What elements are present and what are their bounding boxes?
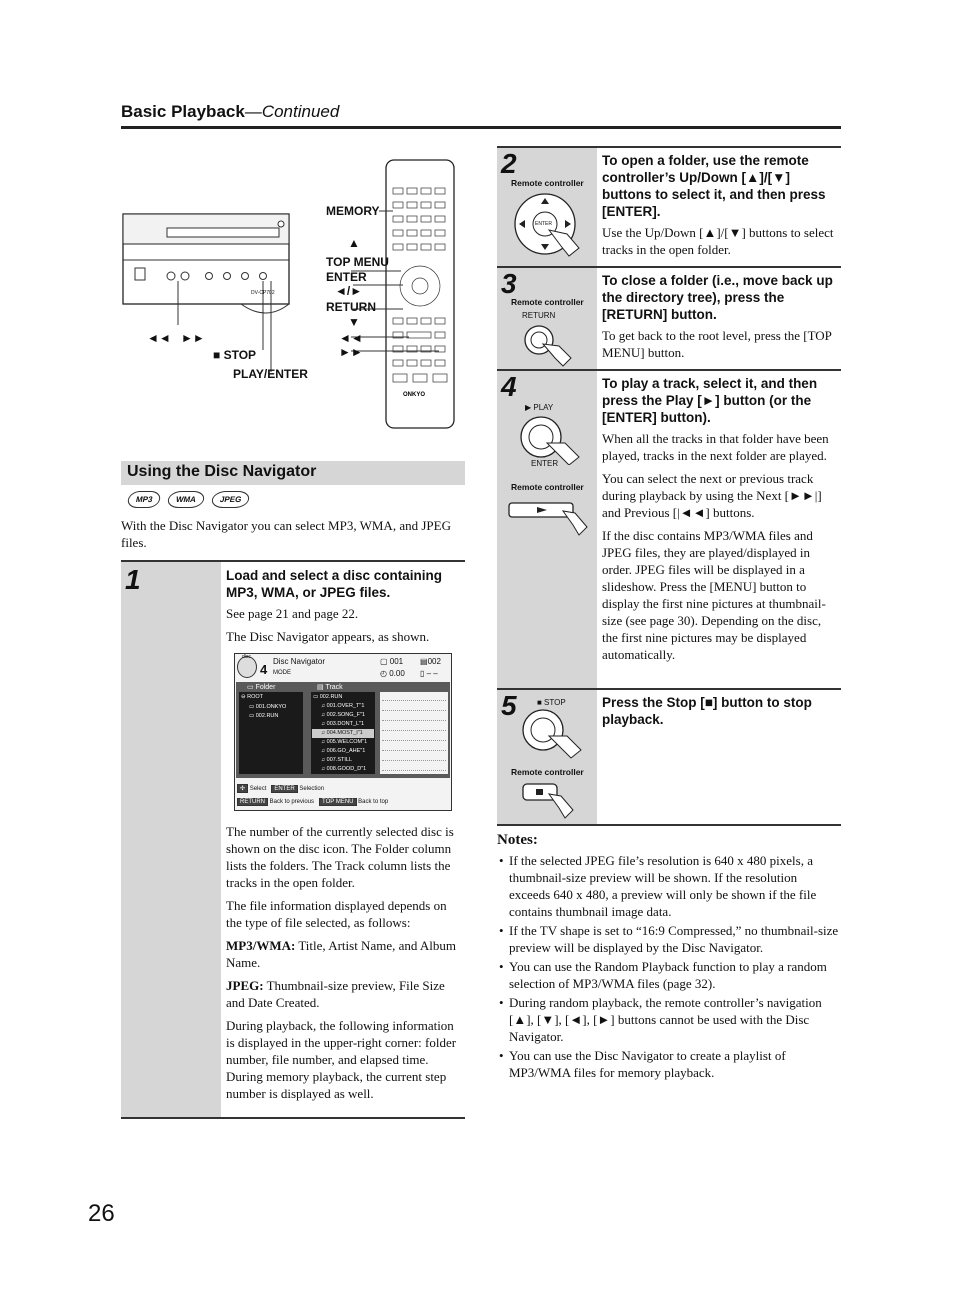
player-model: DV-CP702 — [251, 290, 275, 296]
callout-next: ►► — [339, 345, 363, 359]
folder-item[interactable]: ▭ 001.ONKYO — [249, 704, 287, 710]
track-item[interactable]: ♫ 001.OVER_T"1 — [321, 703, 365, 709]
step-text: To get back to the root level, press the [TOP MENU] button. — [602, 328, 832, 360]
folder-item[interactable]: ⊖ ROOT — [241, 694, 264, 700]
header-continued: —Continued — [244, 102, 340, 121]
remote-controller-label: Remote controller — [511, 767, 584, 777]
step-text-mp3: MP3/WMA: Title, Artist Name, and Album Name. — [226, 938, 457, 970]
callout-player-next: ►► — [181, 331, 205, 345]
badge-jpeg: JPEG — [211, 491, 252, 508]
step-4 — [497, 369, 841, 688]
section-title: Using the Disc Navigator — [121, 461, 465, 485]
step-5 — [497, 688, 841, 826]
callout-enter: ENTER — [326, 270, 367, 284]
callout-return: RETURN — [326, 300, 376, 314]
step-3 — [497, 266, 841, 369]
disc-label: disc — [242, 654, 251, 660]
track-item[interactable]: ♫ 002.SONG_F"1 — [321, 712, 365, 718]
step-text: During playback, the following information is displayed in the upper-right corner: folder number, file number, and elapsed time. During memory playback, the current step number is displayed as well. — [226, 1018, 457, 1101]
step-body — [602, 152, 838, 264]
track-item[interactable]: ♫ 008.GOOD_D"1 — [321, 766, 367, 772]
step-number: 1 — [125, 564, 141, 595]
stop-label: ■ STOP — [537, 698, 566, 707]
disc-number: 4 — [260, 662, 268, 677]
callout-memory: MEMORY — [326, 204, 380, 218]
track-item[interactable]: ♫ 005.WELCOM"1 — [321, 739, 368, 745]
step-text: The number of the currently selected disc is shown on the disc icon. The Folder column lists the folders. The Track column lists the tracks in the open folder. — [226, 824, 454, 890]
step-count: ▯ – – — [420, 669, 438, 678]
folder-column-header: ▭ Folder — [247, 684, 276, 691]
step-number: 3 — [501, 268, 517, 299]
dn-mode: MODE — [273, 670, 291, 676]
step-heading: To open a folder, use the remote controller’s Up/Down [▲]/[▼] buttons to select it, and then press [ENTER]. — [602, 153, 826, 219]
callout-up-arrow: ▲ — [348, 236, 360, 250]
step-text: If the disc contains MP3/WMA files and JPEG files, they are played/displayed in order. JPEG files will be displayed in a slideshow. Press the [MENU] button to display the first nine pictures at thumbnail-size (see page 30). Depending on the disc, the first nine pictures may be displayed automatically. — [602, 528, 826, 662]
folder-item[interactable]: ▭ 002.RUN — [249, 713, 279, 719]
step-text: When all the tracks in that folder have been played, tracks in the next folder are played. — [602, 431, 829, 463]
callout-top-menu: TOP MENU — [326, 255, 389, 269]
notes — [497, 832, 841, 1083]
step-body — [602, 375, 838, 669]
step-2 — [497, 146, 841, 266]
file-number: ▤002 — [420, 657, 441, 666]
top-menu-key: TOP MENU — [319, 798, 356, 806]
dn-title: Disc Navigator — [273, 657, 326, 666]
step-1 — [121, 560, 465, 1119]
step-text: You can select the next or previous track during playback by using the Next [►►|] and Previous [|◄◄] buttons. — [602, 471, 822, 520]
step-heading: To close a folder (i.e., move back up the directory tree), press the [RETURN] button. — [602, 273, 833, 322]
enter-label: ENTER — [531, 459, 559, 468]
return-button-icon — [519, 320, 579, 368]
badge-wma: WMA — [167, 491, 207, 508]
play-enter-button-icon — [517, 413, 587, 465]
device-drawing — [121, 150, 466, 440]
step-heading: Load and select a disc containing MP3, WMA, or JPEG files. — [226, 568, 443, 600]
remote-controller-label: Remote controller — [511, 482, 584, 492]
play-label: ▶ PLAY — [525, 403, 554, 412]
step-text: Use the Up/Down [▲]/[▼] buttons to select tracks in the open folder. — [602, 225, 834, 257]
dn-help-row-1: ✣ Select ENTER Selection — [237, 784, 324, 793]
enter-key-label: ENTER — [535, 221, 552, 227]
track-item[interactable]: ♫ 007.STILL — [321, 757, 353, 763]
page-number: 26 — [88, 1200, 115, 1227]
callout-play-enter: PLAY/ENTER — [233, 367, 308, 381]
return-key: RETURN — [237, 798, 268, 806]
step-gutter — [121, 562, 221, 1117]
step-text: The Disc Navigator appears, as shown. — [226, 629, 430, 644]
step-number: 4 — [501, 371, 517, 402]
section-intro: With the Disc Navigator you can select MP3, WMA, and JPEG files. — [121, 518, 451, 550]
track-folder: ▭ 002.RUN — [313, 694, 343, 700]
header-title: Basic Playback — [121, 102, 245, 121]
note-item: • If the TV shape is set to “16:9 Compressed,” no thumbnail-size preview will be displayed by the Disc Navigator. — [497, 922, 841, 956]
format-badges — [128, 491, 250, 508]
notes-list — [497, 852, 841, 1081]
track-item-selected[interactable]: ♫ 004.MOST_I"1 — [321, 730, 363, 736]
return-label: RETURN — [522, 311, 556, 320]
remote-stop-button-icon — [521, 780, 581, 822]
remote-controller-label: Remote controller — [511, 297, 584, 307]
remote-controller-label: Remote controller — [511, 178, 584, 188]
page-header — [121, 102, 339, 122]
step-text-jpeg: JPEG: Thumbnail-size preview, File Size and Date Created. — [226, 978, 445, 1010]
enter-key: ENTER — [271, 785, 297, 793]
track-item[interactable]: ♫ 003.DONT_L"1 — [321, 721, 365, 727]
folder-number: ▢ 001 — [380, 657, 404, 666]
track-item[interactable]: ♫ 006.GO_AHE"1 — [321, 748, 366, 754]
remote-controller-icon — [351, 160, 454, 428]
select-key-icon: ✣ — [237, 784, 248, 793]
track-column-header: ▤ Track — [317, 684, 343, 691]
step-body — [602, 272, 838, 367]
dn-help-row-2: RETURN Back to previous TOP MENU Back to top — [237, 798, 388, 806]
player-remote-illustration — [121, 150, 466, 440]
note-item: • You can use the Random Playback function to play a random selection of MP3/WMA files (page 32). — [497, 958, 841, 992]
step-text: The file information displayed depends on the type of file selected, as follows: — [226, 898, 447, 930]
remote-play-button-icon — [507, 497, 592, 537]
note-item: • You can use the Disc Navigator to create a playlist of MP3/WMA files for memory playback. — [497, 1047, 841, 1081]
step-text: See page 21 and page 22. — [226, 606, 359, 621]
step-heading: To play a track, select it, and then press the Play [►] button (or the [ENTER] button). — [602, 376, 818, 425]
elapsed-time: ◴ 0.00 — [380, 669, 405, 678]
step-body — [226, 567, 464, 1108]
callout-down-arrow: ▼ — [348, 315, 360, 329]
callout-player-prev: ◄◄ — [147, 331, 171, 345]
note-item: • If the selected JPEG file’s resolution is 640 x 480 pixels, a thumbnail-size preview will be shown. If the resolution exceeds 640 x 480, a preview will only be shown if the file contains thumbnail image data. — [497, 852, 841, 920]
header-rule — [121, 126, 841, 129]
callout-prev: ◄◄ — [339, 331, 363, 345]
notes-title: Notes: — [497, 832, 538, 848]
badge-mp3: MP3 — [126, 491, 162, 508]
disc-navigator-screen — [234, 653, 452, 811]
brand-logo-text: ONKYO — [403, 392, 426, 398]
step-number: 2 — [501, 148, 517, 179]
step-number: 5 — [501, 690, 517, 721]
step-heading: Press the Stop [■] button to stop playback. — [602, 695, 812, 727]
callout-left-right: ◄/► — [335, 284, 363, 298]
note-item: • During random playback, the remote controller’s navigation [▲], [▼], [◄], [►] buttons cannot be used with the Disc Navigator. — [497, 994, 841, 1045]
stop-button-icon — [519, 706, 589, 762]
callout-stop: ■ STOP — [213, 348, 257, 362]
step-body — [602, 694, 838, 732]
